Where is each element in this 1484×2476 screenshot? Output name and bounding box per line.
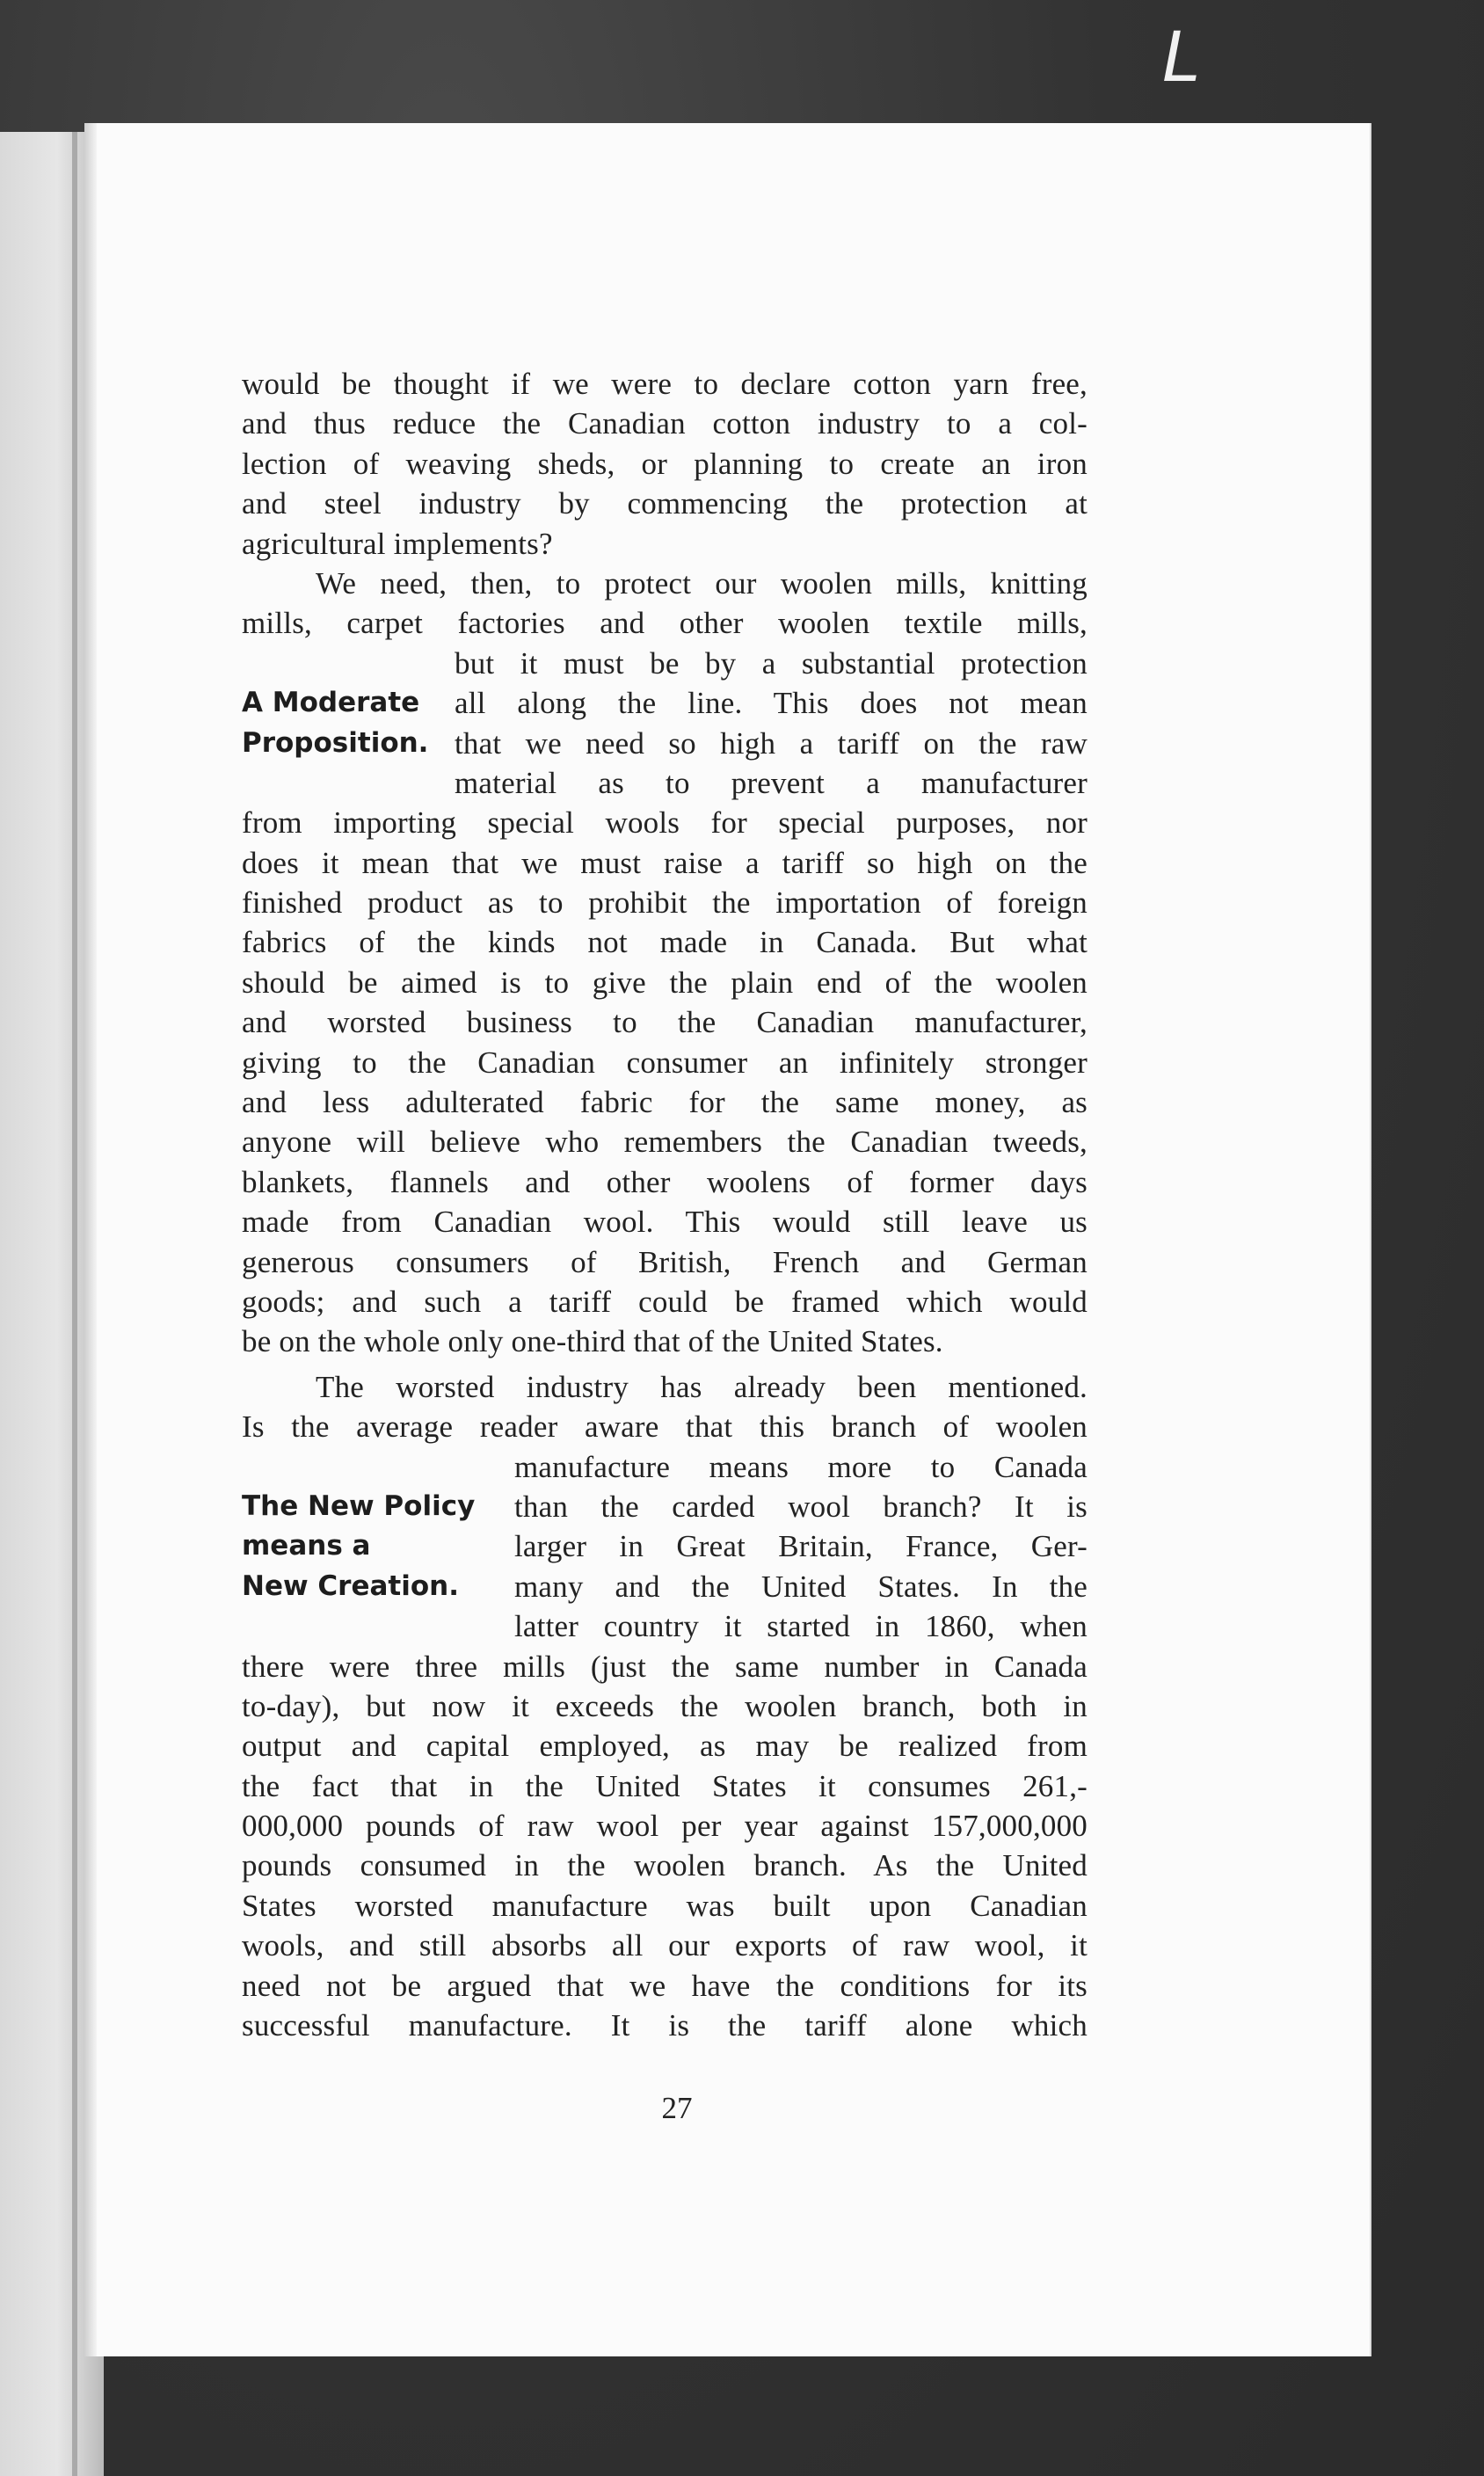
text-line: mills, carpet factories and other woolen textile mills, <box>242 606 1088 641</box>
text-line: but it must be by a substantial protection <box>455 645 1088 681</box>
text-line: goods; and such a tariff could be framed which would <box>242 1284 1088 1319</box>
text-line: be on the whole only one-third that of the United States. <box>242 1324 943 1359</box>
text-line: larger in Great Britain, France, Ger- <box>514 1529 1088 1564</box>
text-line: successful manufacture. It is the tariff alone which <box>242 2008 1088 2043</box>
text-line: and thus reduce the Canadian cotton industry to a col- <box>242 406 1088 441</box>
text-line: The worsted industry has already been mentioned. <box>316 1369 1088 1404</box>
inset-row <box>242 1606 1088 1646</box>
inset-row <box>242 724 1088 763</box>
text-line: would be thought if we were to declare cotton yarn free, <box>242 367 1088 401</box>
text-line: the fact that in the United States it consumes 261,- <box>242 1768 1088 1803</box>
text-line: to-day), but now it exceeds the woolen branch, both in <box>242 1688 1088 1723</box>
text-line: We need, then, to protect our woolen mills, knitting <box>316 565 1088 601</box>
text-line: finished product as to prohibit the importation of foreign <box>242 885 1088 921</box>
inset-row <box>242 763 1088 803</box>
margin-heading-moderate: A Moderate <box>242 687 420 719</box>
text-line: there were three mills (just the same number in Canada <box>242 1649 1088 1684</box>
inset-row <box>242 683 1088 723</box>
text-line: anyone will believe who remembers the Canadian tweeds, <box>242 1125 1088 1160</box>
page-number: 27 <box>661 2091 693 2125</box>
text-line: and worsted business to the Canadian manufacturer, <box>242 1005 1088 1040</box>
text-line: all along the line. This does not mean <box>455 686 1088 721</box>
page-gutter <box>72 132 77 2476</box>
text-line: States worsted manufacture was built upon Canadian <box>242 1888 1088 1923</box>
inset-row <box>242 1526 1088 1566</box>
text-line: manufacture means more to Canada <box>514 1449 1088 1484</box>
margin-heading-new-policy: The New Policy <box>242 1489 476 1522</box>
text-line: fabrics of the kinds not made in Canada. But what <box>242 925 1088 960</box>
inset-row <box>242 1567 1088 1606</box>
margin-heading-means-a: means a <box>242 1530 371 1562</box>
text-line: wools, and still absorbs all our exports of raw wool, it <box>242 1928 1088 1963</box>
inset-row <box>242 1487 1088 1526</box>
text-line: agricultural implements? <box>242 526 553 561</box>
text-line: made from Canadian wool. This would still leave us <box>242 1205 1088 1240</box>
page-text <box>242 364 1088 2045</box>
text-line: need not be argued that we have the conditions for its <box>242 1968 1088 2003</box>
page-inner-shadow <box>84 123 97 2356</box>
text-line: 000,000 pounds of raw wool per year against 157,000,000 <box>242 1809 1088 1844</box>
inset-row <box>242 1447 1088 1487</box>
text-line: generous consumers of British, French and German <box>242 1244 1088 1279</box>
text-line: does it mean that we must raise a tariff so high on the <box>242 845 1088 880</box>
text-line: from importing special wools for special purposes, nor <box>242 805 1088 841</box>
paragraph-3 <box>242 1367 1088 2046</box>
text-line: giving to the Canadian consumer an infinitely stronger <box>242 1045 1088 1080</box>
text-line: many and the United States. In the <box>514 1569 1088 1604</box>
text-line: latter country it started in 1860, when <box>514 1609 1088 1644</box>
text-line: should be aimed is to give the plain end of the woolen <box>242 965 1088 1000</box>
paragraph-1 <box>242 364 1088 564</box>
text-line: output and capital employed, as may be realized from <box>242 1729 1088 1764</box>
text-line: and steel industry by commencing the protection at <box>242 486 1088 521</box>
margin-heading-new-creation: New Creation. <box>242 1569 459 1602</box>
text-line: material as to prevent a manufacturer <box>455 765 1088 800</box>
text-line: than the carded wool branch? It is <box>514 1489 1088 1524</box>
text-line: blankets, flannels and other woolens of former days <box>242 1164 1088 1199</box>
handwritten-mark: L <box>1162 18 1201 98</box>
text-line: and less adulterated fabric for the same money, as <box>242 1085 1088 1120</box>
text-line: Is the average reader aware that this branch of woolen <box>242 1409 1088 1445</box>
text-line: that we need so high a tariff on the raw <box>455 725 1088 761</box>
text-line: pounds consumed in the woolen branch. As the United <box>242 1848 1088 1883</box>
inset-row <box>242 644 1088 683</box>
margin-heading-proposition: Proposition. <box>242 726 429 759</box>
paragraph-2 <box>242 564 1088 1362</box>
text-line: lection of weaving sheds, or planning to create an iron <box>242 446 1088 481</box>
